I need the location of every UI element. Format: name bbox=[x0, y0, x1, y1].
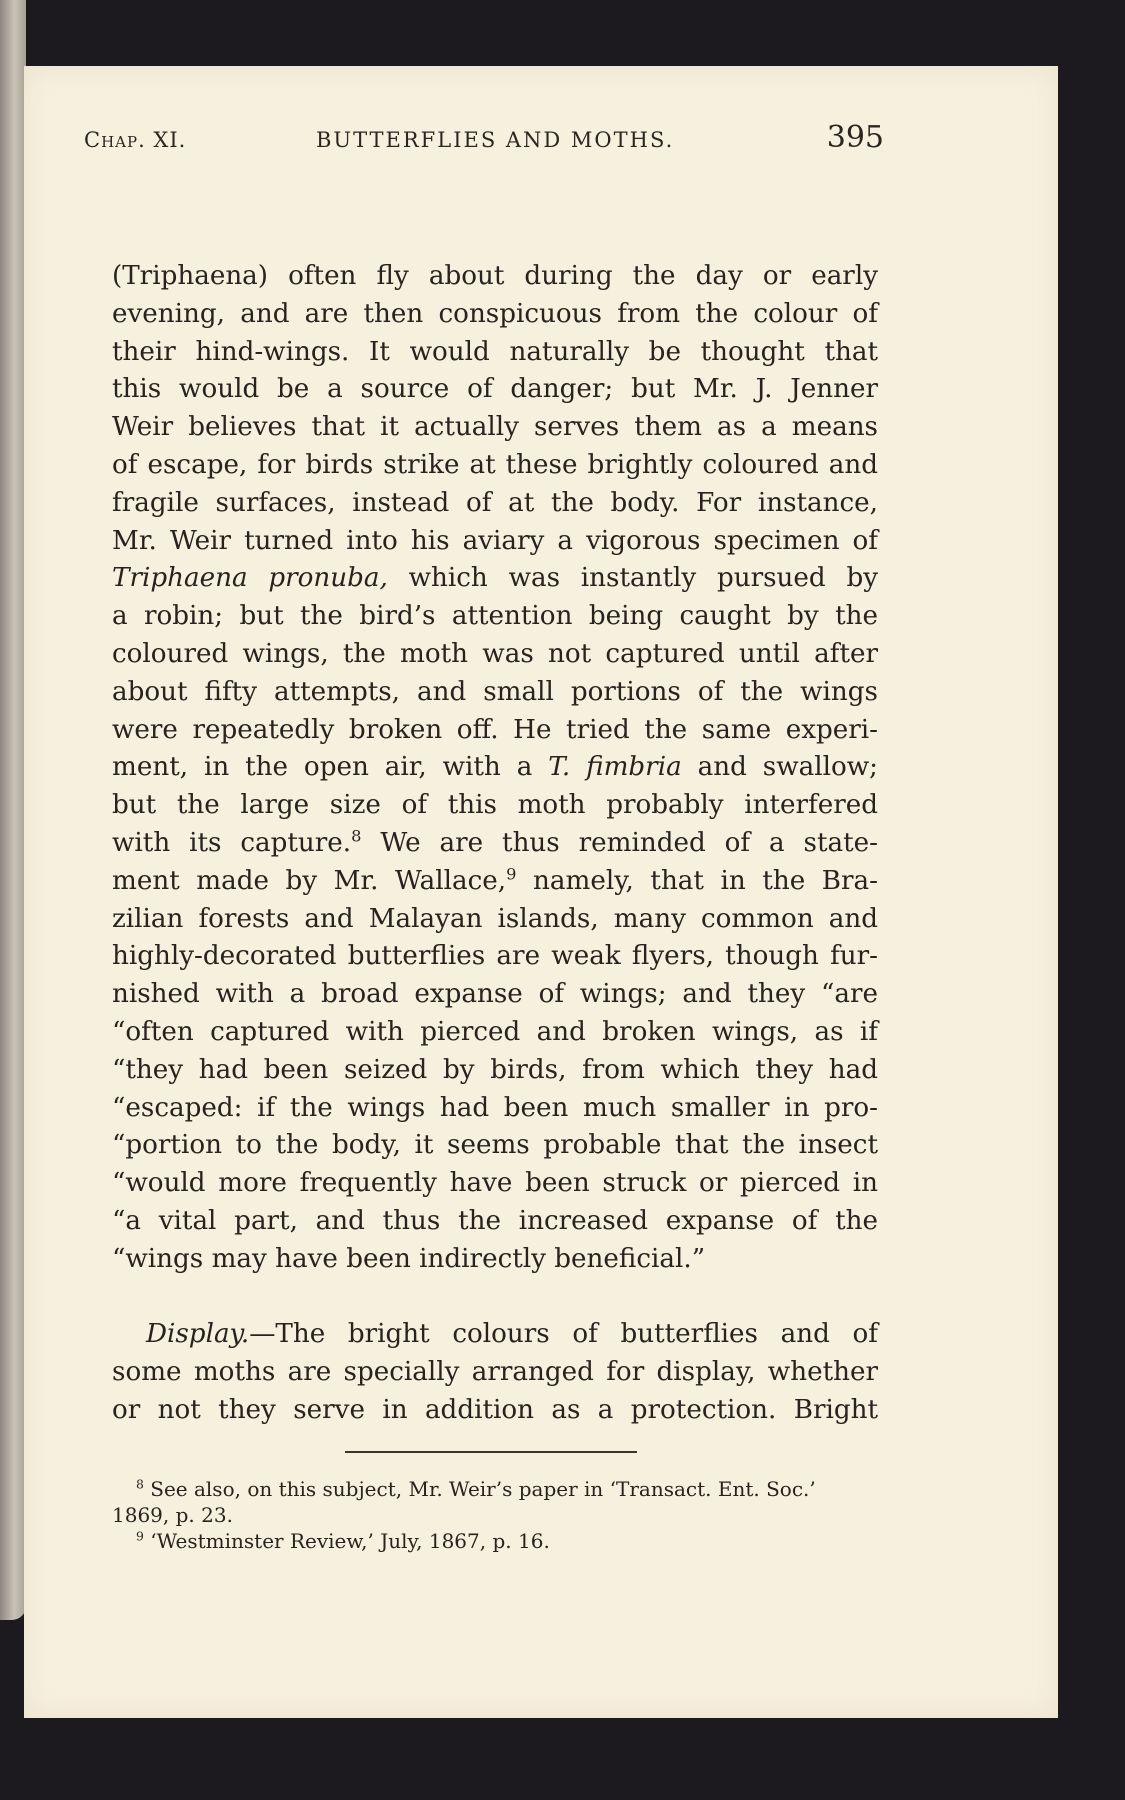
text-run: “a vital part, and thus the increased expanse of the bbox=[112, 1205, 878, 1236]
text-run: —The bright colours of butterflies and of bbox=[249, 1319, 878, 1350]
footnote-8-continuation: 1869, p. 23. bbox=[112, 1503, 233, 1527]
text-line bbox=[112, 825, 878, 863]
text-run: ment, in the open air, with a bbox=[112, 752, 549, 783]
text-run: about fifty attempts, and small portions of the wings bbox=[112, 676, 878, 707]
text-run: “escaped: if the wings had been much smaller in pro- bbox=[112, 1092, 878, 1123]
footnote-9-number: 9 bbox=[136, 1528, 144, 1544]
text-line bbox=[112, 1090, 878, 1128]
text-run: a robin; but the bird’s attention being caught by the bbox=[112, 601, 878, 632]
text-run: highly-decorated butterflies are weak flyers, though fur- bbox=[112, 941, 878, 972]
footnote-rule bbox=[345, 1451, 637, 1453]
text-run: which was instantly pursued by bbox=[387, 563, 878, 594]
text-line bbox=[112, 1127, 878, 1165]
paragraph-protective-colours bbox=[112, 258, 878, 1279]
text-line bbox=[112, 447, 878, 485]
text-run: nished with a broad expanse of wings; and they “are bbox=[112, 979, 878, 1010]
page-number: 395 bbox=[826, 120, 884, 155]
text-line bbox=[112, 1241, 878, 1279]
text-run: but the large size of this moth probably interfered bbox=[112, 790, 878, 821]
footnote-reference: 9 bbox=[506, 864, 517, 884]
text-run: Mr. Weir turned into his aviary a vigorous specimen of bbox=[112, 525, 878, 556]
text-run: “they had been seized by birds, from which they had bbox=[112, 1054, 878, 1085]
footnote-9-text: ‘Westminster Review,’ July, 1867, p. 16. bbox=[143, 1529, 550, 1553]
text-run: (Triphaena) often fly about during the day or early bbox=[112, 261, 878, 291]
footnotes bbox=[112, 1476, 892, 1554]
text-run: ment made by Mr. Wallace, bbox=[112, 865, 507, 896]
text-run: namely, that in the Bra- bbox=[516, 865, 878, 896]
text-run: “would more frequently have been struck or pierced in bbox=[112, 1168, 878, 1199]
text-run: were repeatedly broken off. He tried the same experi- bbox=[112, 714, 878, 745]
footnote-9 bbox=[112, 1528, 892, 1554]
footnote-8-text: See also, on this subject, Mr. Weir’s paper in ‘Transact. Ent. Soc.’ bbox=[143, 1477, 816, 1501]
text-line bbox=[112, 749, 878, 787]
text-line bbox=[112, 409, 878, 447]
footnote-8 bbox=[112, 1476, 892, 1502]
footnote-8-number: 8 bbox=[136, 1476, 144, 1492]
text-line bbox=[112, 901, 878, 939]
text-run: or not they serve in addition as a protection. Bright bbox=[112, 1394, 878, 1425]
footnote-reference: 8 bbox=[351, 826, 362, 846]
chapter-label: Chap. XI. bbox=[84, 128, 187, 152]
text-line bbox=[112, 1203, 878, 1241]
text-run: evening, and are then conspicuous from the colour of bbox=[112, 298, 878, 329]
text-line bbox=[112, 863, 878, 901]
text-line bbox=[112, 1165, 878, 1203]
text-run: coloured wings, the moth was not captured until after bbox=[112, 638, 878, 669]
text-line bbox=[112, 712, 878, 750]
text-line bbox=[112, 334, 878, 372]
text-run: “wings may have been indirectly beneficial.” bbox=[112, 1243, 706, 1274]
text-line bbox=[112, 371, 878, 409]
running-head bbox=[84, 116, 884, 156]
text-run: some moths are specially arranged for display, whether bbox=[112, 1357, 878, 1388]
text-line bbox=[112, 1052, 878, 1090]
previous-page-edge bbox=[0, 0, 26, 1620]
italic-text: Display. bbox=[146, 1319, 250, 1350]
text-line bbox=[112, 1014, 878, 1052]
text-line bbox=[112, 598, 878, 636]
text-line bbox=[112, 485, 878, 523]
text-run: Weir believes that it actually serves them as a means bbox=[112, 412, 878, 443]
text-line bbox=[112, 523, 878, 561]
text-line bbox=[112, 787, 878, 825]
italic-text: Triphaena pronuba, bbox=[112, 563, 388, 594]
text-run: “often captured with pierced and broken wings, as if bbox=[112, 1016, 878, 1047]
text-line bbox=[112, 1354, 878, 1392]
body-text bbox=[112, 258, 878, 1430]
text-run: zilian forests and Malayan islands, many common and bbox=[112, 903, 878, 934]
text-run: “portion to the body, it seems probable that the insect bbox=[112, 1130, 878, 1161]
text-line bbox=[112, 938, 878, 976]
running-title: BUTTERFLIES AND MOTHS. bbox=[316, 128, 675, 152]
text-line bbox=[112, 1316, 878, 1354]
text-run: fragile surfaces, instead of at the body. For instance, bbox=[112, 487, 878, 518]
text-line bbox=[112, 296, 878, 334]
text-line bbox=[112, 636, 878, 674]
text-run: their hind-wings. It would naturally be thought that bbox=[112, 336, 878, 367]
text-line bbox=[112, 560, 878, 598]
text-run: with its capture. bbox=[112, 827, 352, 858]
italic-text: T. fimbria bbox=[548, 752, 682, 783]
text-line bbox=[112, 674, 878, 712]
text-run: and swallow; bbox=[681, 752, 878, 783]
text-run: this would be a source of danger; but Mr. J. Jenner bbox=[112, 374, 878, 405]
text-run: We are thus reminded of a state- bbox=[361, 827, 878, 858]
paragraph-display bbox=[112, 1316, 878, 1429]
text-line bbox=[112, 976, 878, 1014]
text-line bbox=[112, 258, 878, 296]
text-run: of escape, for birds strike at these brightly coloured and bbox=[112, 449, 878, 480]
text-line bbox=[112, 1392, 878, 1430]
